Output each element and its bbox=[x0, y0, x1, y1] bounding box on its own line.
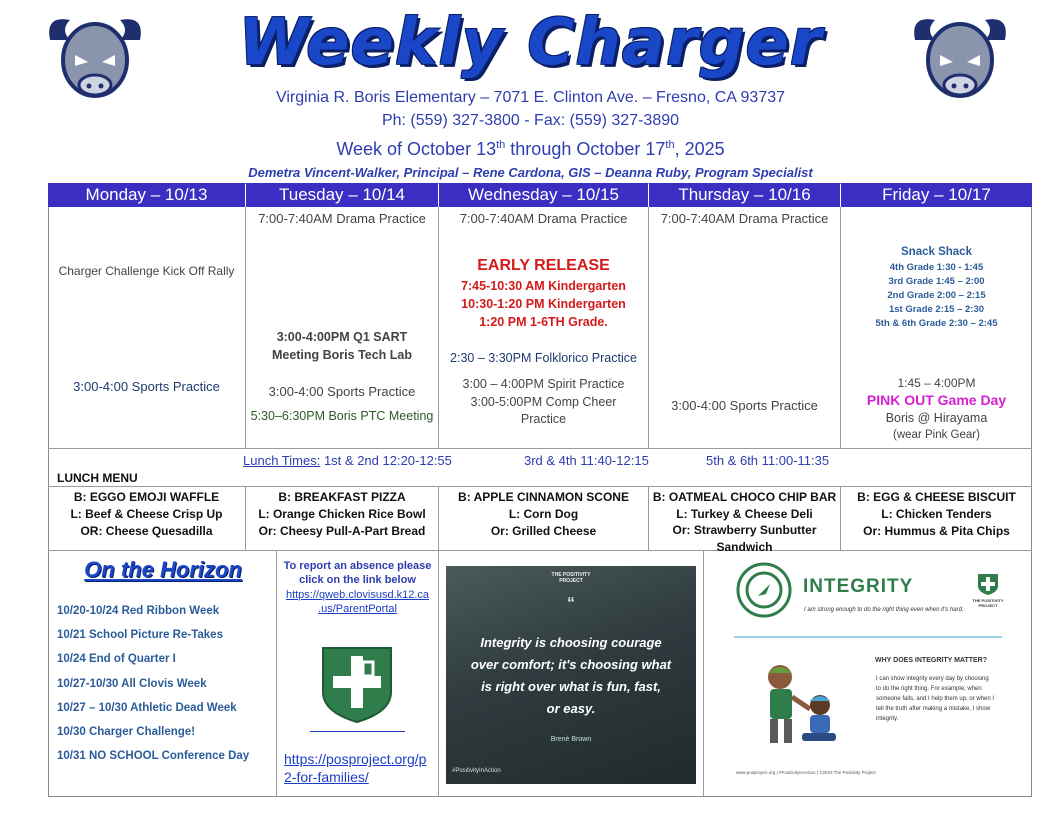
friday-game-location: Boris @ Hirayama bbox=[885, 411, 988, 425]
day-header-tuesday: Tuesday – 10/14 bbox=[246, 183, 438, 207]
school-phone: Ph: (559) 327-3800 - Fax: (559) 327-3890 bbox=[381, 112, 680, 129]
tuesday-sart-2: Meeting Boris Tech Lab bbox=[271, 348, 413, 362]
lunch-menu-friday: B: EGG & CHEESE BISCUIT L: Chicken Tenders Or: Hummus & Pita Chips bbox=[857, 490, 1016, 538]
on-the-horizon-title: On the Horizon bbox=[84, 557, 242, 582]
early-release-k2: 10:30-1:20 PM Kindergarten bbox=[461, 297, 626, 311]
quote-hashtag: #PositivityInAction bbox=[452, 768, 501, 774]
divider bbox=[310, 731, 405, 732]
horizon-item: 10/24 End of Quarter I bbox=[57, 653, 176, 665]
posproject-link[interactable]: https://posproject.org/p 2-for-families/ bbox=[284, 751, 427, 785]
horizon-item: 10/21 School Picture Re-Takes bbox=[57, 629, 223, 641]
snack-shack-slot: 5th & 6th Grade 2:30 – 2:45 bbox=[875, 318, 998, 329]
lunch-menu-heading: LUNCH MENU bbox=[57, 471, 138, 485]
tuesday-drama: 7:00-7:40AM Drama Practice bbox=[258, 211, 426, 226]
lunch-menu-monday: B: EGGO EMOJI WAFFLE L: Beef & Cheese Crisp Up OR: Cheese Quesadilla bbox=[70, 490, 223, 538]
early-release-grades: 1:20 PM 1-6TH Grade. bbox=[479, 315, 608, 329]
lunch-times-3: 5th & 6th 11:00-11:35 bbox=[706, 453, 830, 468]
grid-line bbox=[438, 550, 439, 797]
wednesday-cheer-1: 3:00-5:00PM Comp Cheer bbox=[470, 395, 617, 409]
parent-portal-link[interactable]: https://qweb.clovisusd.k12.ca .us/ParentPortal bbox=[285, 589, 430, 615]
absence-instructions: To report an absence please click on the link below bbox=[283, 560, 432, 586]
lunch-menu-wednesday: B: APPLE CINNAMON SCONE L: Corn Dog Or: Grilled Cheese bbox=[458, 490, 629, 538]
quote-text: Integrity is choosing courage over comfort; it's choosing what is right over what is fun, fast, or easy. bbox=[470, 635, 672, 716]
newsletter-title: Weekly Charger bbox=[238, 6, 823, 80]
horizon-item: 10/27 – 10/30 Athletic Dead Week bbox=[57, 702, 237, 714]
divider bbox=[734, 636, 1002, 638]
day-header-thursday: Thursday – 10/16 bbox=[649, 183, 840, 207]
wednesday-drama: 7:00-7:40AM Drama Practice bbox=[459, 211, 628, 226]
day-header-wednesday: Wednesday – 10/15 bbox=[439, 183, 648, 207]
early-release-k1: 7:45-10:30 AM Kindergarten bbox=[461, 279, 626, 293]
day-header-friday: Friday – 10/17 bbox=[841, 183, 1032, 207]
horizon-item: 10/20-10/24 Red Ribbon Week bbox=[57, 605, 220, 617]
pink-out-game-day: PINK OUT Game Day bbox=[866, 392, 1007, 408]
wednesday-spirit: 3:00 – 4:00PM Spirit Practice bbox=[462, 377, 625, 391]
wednesday-cheer-2: Practice bbox=[520, 412, 567, 426]
integrity-title: INTEGRITY bbox=[803, 576, 914, 597]
monday-sports: 3:00-4:00 Sports Practice bbox=[73, 379, 220, 394]
integrity-footer: www.posproject.org | #PositivityInAction | ©2023 The Positivity Project bbox=[736, 770, 876, 775]
lunch-times: Lunch Times: 1st & 2nd 12:20-12:55 bbox=[243, 453, 452, 468]
integrity-compass-icon bbox=[736, 562, 792, 618]
snack-shack-slot: 1st Grade 2:15 – 2:30 bbox=[888, 304, 985, 315]
integrity-quote-card: THE POSITIVITY PROJECT “ Integrity is choosing courage over comfort; it's choosing what is right over what is fun, fast, or easy. Brené Brown #PositivityInAction bbox=[446, 566, 696, 784]
tuesday-sports: 3:00-4:00 Sports Practice bbox=[268, 384, 416, 399]
integrity-tagline: I am strong enough to do the right thing even when it's hard. bbox=[804, 607, 964, 613]
tuesday-sart-1: 3:00-4:00PM Q1 SART bbox=[276, 330, 408, 344]
grid-line bbox=[48, 448, 1032, 449]
tuesday-ptc: 5:30–6:30PM Boris PTC Meeting bbox=[250, 409, 434, 423]
snack-shack-slot: 3rd Grade 1:45 – 2:00 bbox=[888, 276, 985, 287]
friday-pink-gear: (wear Pink Gear) bbox=[893, 429, 980, 441]
quote-author: Brené Brown bbox=[550, 736, 592, 743]
early-release: EARLY RELEASE bbox=[477, 257, 610, 274]
lunch-times-2: 3rd & 4th 11:40-12:15 bbox=[524, 453, 649, 468]
friday-game-time: 1:45 – 4:00PM bbox=[897, 376, 976, 390]
lunch-menu-tuesday: B: BREAKFAST PIZZA L: Orange Chicken Rice Bowl Or: Cheesy Pull-A-Part Bread bbox=[258, 490, 426, 538]
integrity-description: I can show integrity every day by choosing to do the right thing. For example, when someone falls, and I help them up, or when I tell the truth after making a mistake, I show integrity. bbox=[876, 676, 995, 722]
grid-line bbox=[48, 486, 1032, 487]
snack-shack-title: Snack Shack bbox=[901, 246, 972, 258]
week-of: Week of October 13th through October 17th, 2025 bbox=[336, 139, 725, 159]
day-header-monday: Monday – 10/13 bbox=[48, 183, 245, 207]
lunch-menu-thursday: B: OATMEAL CHOCO CHIP BAR L: Turkey & Cheese Deli Or: Strawberry Sunbutter Sandwich bbox=[652, 490, 837, 554]
thursday-drama: 7:00-7:40AM Drama Practice bbox=[660, 211, 829, 226]
snack-shack-slot: 4th Grade 1:30 - 1:45 bbox=[889, 262, 984, 273]
grid-line bbox=[703, 550, 704, 797]
horizon-item: 10/31 NO SCHOOL Conference Day bbox=[57, 750, 250, 762]
wednesday-folklorico: 2:30 – 3:30PM Folklorico Practice bbox=[450, 351, 637, 365]
snack-shack-slot: 2nd Grade 2:00 – 2:15 bbox=[887, 290, 986, 301]
grid-line bbox=[48, 550, 1032, 551]
horizon-item: 10/27-10/30 All Clovis Week bbox=[57, 678, 207, 690]
school-address: Virginia R. Boris Elementary – 7071 E. Clinton Ave. – Fresno, CA 93737 bbox=[275, 89, 786, 106]
staff-line: Demetra Vincent-Walker, Principal – Rene Cardona, GIS – Deanna Ruby, Program Specialist bbox=[248, 165, 813, 180]
children-helping-illustration bbox=[748, 655, 858, 755]
horizon-item: 10/30 Charger Challenge! bbox=[57, 726, 196, 738]
thursday-sports: 3:00-4:00 Sports Practice bbox=[671, 398, 818, 413]
positivity-project-small-logo bbox=[976, 572, 1000, 596]
why-integrity-heading: WHY DOES INTEGRITY MATTER? bbox=[875, 657, 988, 664]
positivity-project-logo bbox=[315, 640, 399, 724]
monday-rally: Charger Challenge Kick Off Rally bbox=[58, 264, 235, 278]
